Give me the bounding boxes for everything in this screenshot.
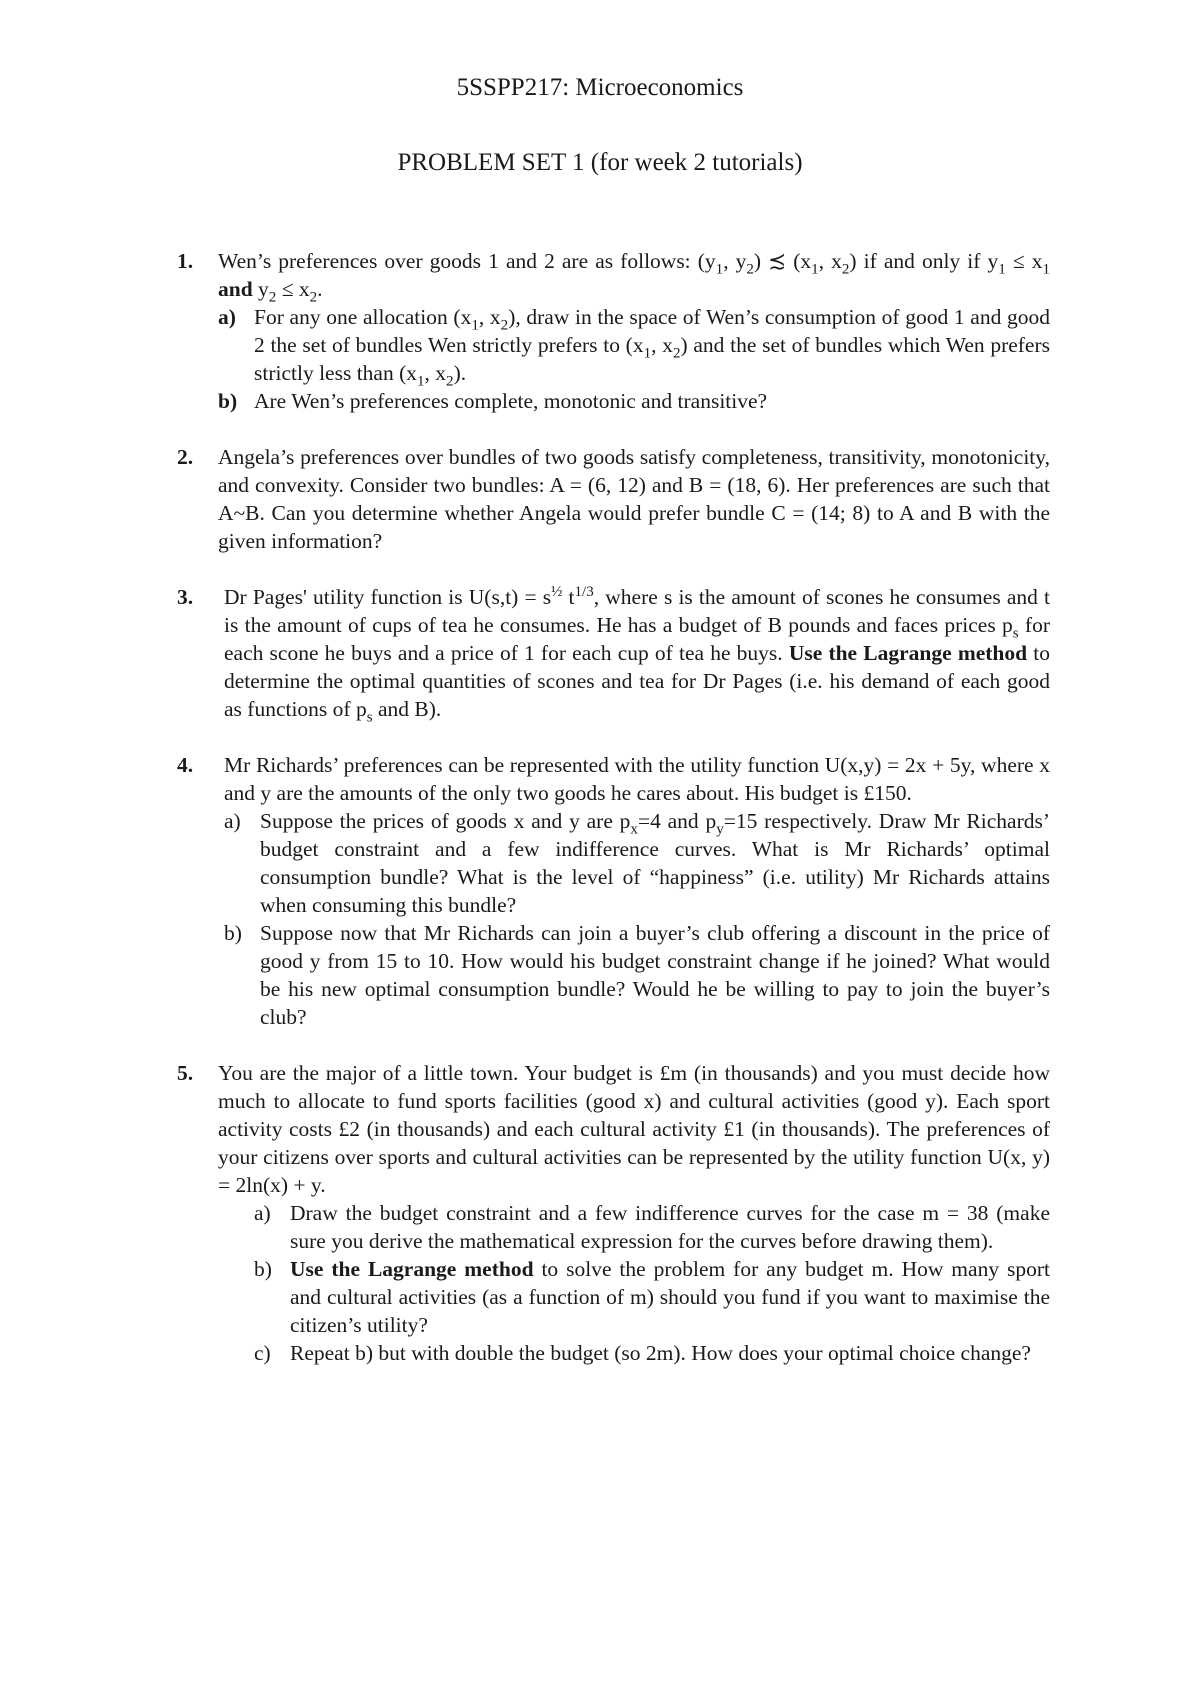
sub-question-letter: a) [224, 809, 241, 833]
sub-question-b [254, 1255, 1050, 1339]
problem-number: 1. [177, 249, 194, 273]
problem-1 [0, 247, 1200, 415]
problem-list [0, 247, 1200, 1395]
problem-number: 4. [177, 753, 194, 777]
sub-question-letter: b) [224, 921, 242, 945]
sub-question-b [224, 919, 1050, 1031]
problem-number: 2. [177, 445, 194, 469]
sub-question-a [254, 1199, 1050, 1255]
sub-question-letter: b) [218, 389, 238, 413]
problem-body [224, 751, 1050, 1031]
sub-question-text: Suppose now that Mr Richards can join a buyer’s club offering a discount in the price of good y from 15 to 10. How would his budget constraint change if he joined? What would be his new optimal consumption bundle? Would he be willing to pay to join the buyer’s club? [260, 921, 1050, 1029]
sub-question-text: Are Wen’s preferences complete, monotonic and transitive? [254, 389, 768, 413]
sub-question-letter: c) [254, 1341, 271, 1365]
problem-body: Dr Pages' utility function is $U(s,t) = s^{\frac{1}{2}}$ $t^{1/3}$, where s is the amount of scones he consumes and t is the amount of cups of tea he consumes. He has a budget of B pounds and faces prices $p_s$ for each scone he buys and a price of 1 for each cup of tea he buys. Use the Lagrange method to determine the optimal quantities of scones and tea for Dr Pages (i.e. his demand of each good as functions of $p_s$ and B). [224, 583, 1050, 726]
problem-stem: Wen’s preferences over goods 1 and 2 are as follows: ($y_1$, $y_2$) ≾ ($x_1$, $x_2$) if and only if $y_1 \le x_1$ and $y_2 \le x_2$. [218, 249, 1050, 306]
problem-2 [0, 443, 1200, 555]
sub-question-letter: a) [218, 305, 236, 329]
sub-question-text: Suppose the prices of goods x and y are $p_x=4$ and $p_y=15$ respectively. Draw Mr Richards’ budget constraint and a few indifference curves. What is Mr Richards’ optimal consumption bundle? What is the level of “happiness” (i.e. utility) Mr Richards attains when consuming this bundle? [260, 809, 1051, 917]
problem-body [218, 247, 1050, 415]
problem-body: Angela’s preferences over bundles of two goods satisfy completeness, transitivity, monotonicity, and convexity. Consider two bundles: A = (6, 12) and B = (18, 6). Her preferences are such that A~B. Can you determine whether Angela would prefer bundle C = (14; 8) to A and B with the given information? [218, 445, 1050, 553]
problem-body [218, 1059, 1050, 1367]
problem-number: 3. [177, 585, 194, 609]
problem-stem: You are the major of a little town. Your budget is £m (in thousands) and you must decide how much to allocate to fund sports facilities (good x) and cultural activities (good y). Each sport activity costs £2 (in thousands) and each cultural activity £1 (in thousands). The preferences of your citizens over sports and cultural activities can be represented by the utility function U(x, y) = 2ln(x) + y. [218, 1061, 1050, 1197]
sub-question-a [224, 807, 1050, 919]
sub-question-text: Use the Lagrange method to solve the problem for any budget m. How many sport and cultural activities (as a function of m) should you fund if you want to maximise the citizen’s utility? [290, 1257, 1050, 1337]
sub-question-text: For any one allocation ($x_1$, $x_2$), draw in the space of Wen’s consumption of good 1 and good 2 the set of bundles Wen strictly prefers to ($x_1$, $x_2$) and the set of bundles which Wen prefers strictly less than ($x_1$, $x_2$). [254, 305, 1051, 390]
sub-question-letter: a) [254, 1201, 271, 1225]
sub-question-letter: b) [254, 1257, 272, 1281]
problem-set-title: PROBLEM SET 1 (for week 2 tutorials) [397, 149, 803, 176]
sub-question-text: Repeat b) but with double the budget (so 2m). How does your optimal choice change? [290, 1341, 1031, 1365]
sub-question-a [218, 303, 1051, 390]
sub-question-c [254, 1339, 1050, 1367]
problem-number: 5. [177, 1061, 194, 1085]
problem-stem: Mr Richards’ preferences can be represented with the utility function U(x,y) = 2x + 5y, where x and y are the amounts of the only two goods he cares about. His budget is £150. [224, 753, 1050, 805]
problem-3 [0, 583, 1200, 726]
problem-5 [0, 1059, 1200, 1367]
sub-question-text: Draw the budget constraint and a few indifference curves for the case m = 38 (make sure you derive the mathematical expression for the curves before drawing them). [290, 1201, 1050, 1253]
sub-question-b [218, 387, 1050, 415]
course-title: 5SSPP217: Microeconomics [456, 74, 744, 101]
problem-4 [0, 751, 1200, 1031]
